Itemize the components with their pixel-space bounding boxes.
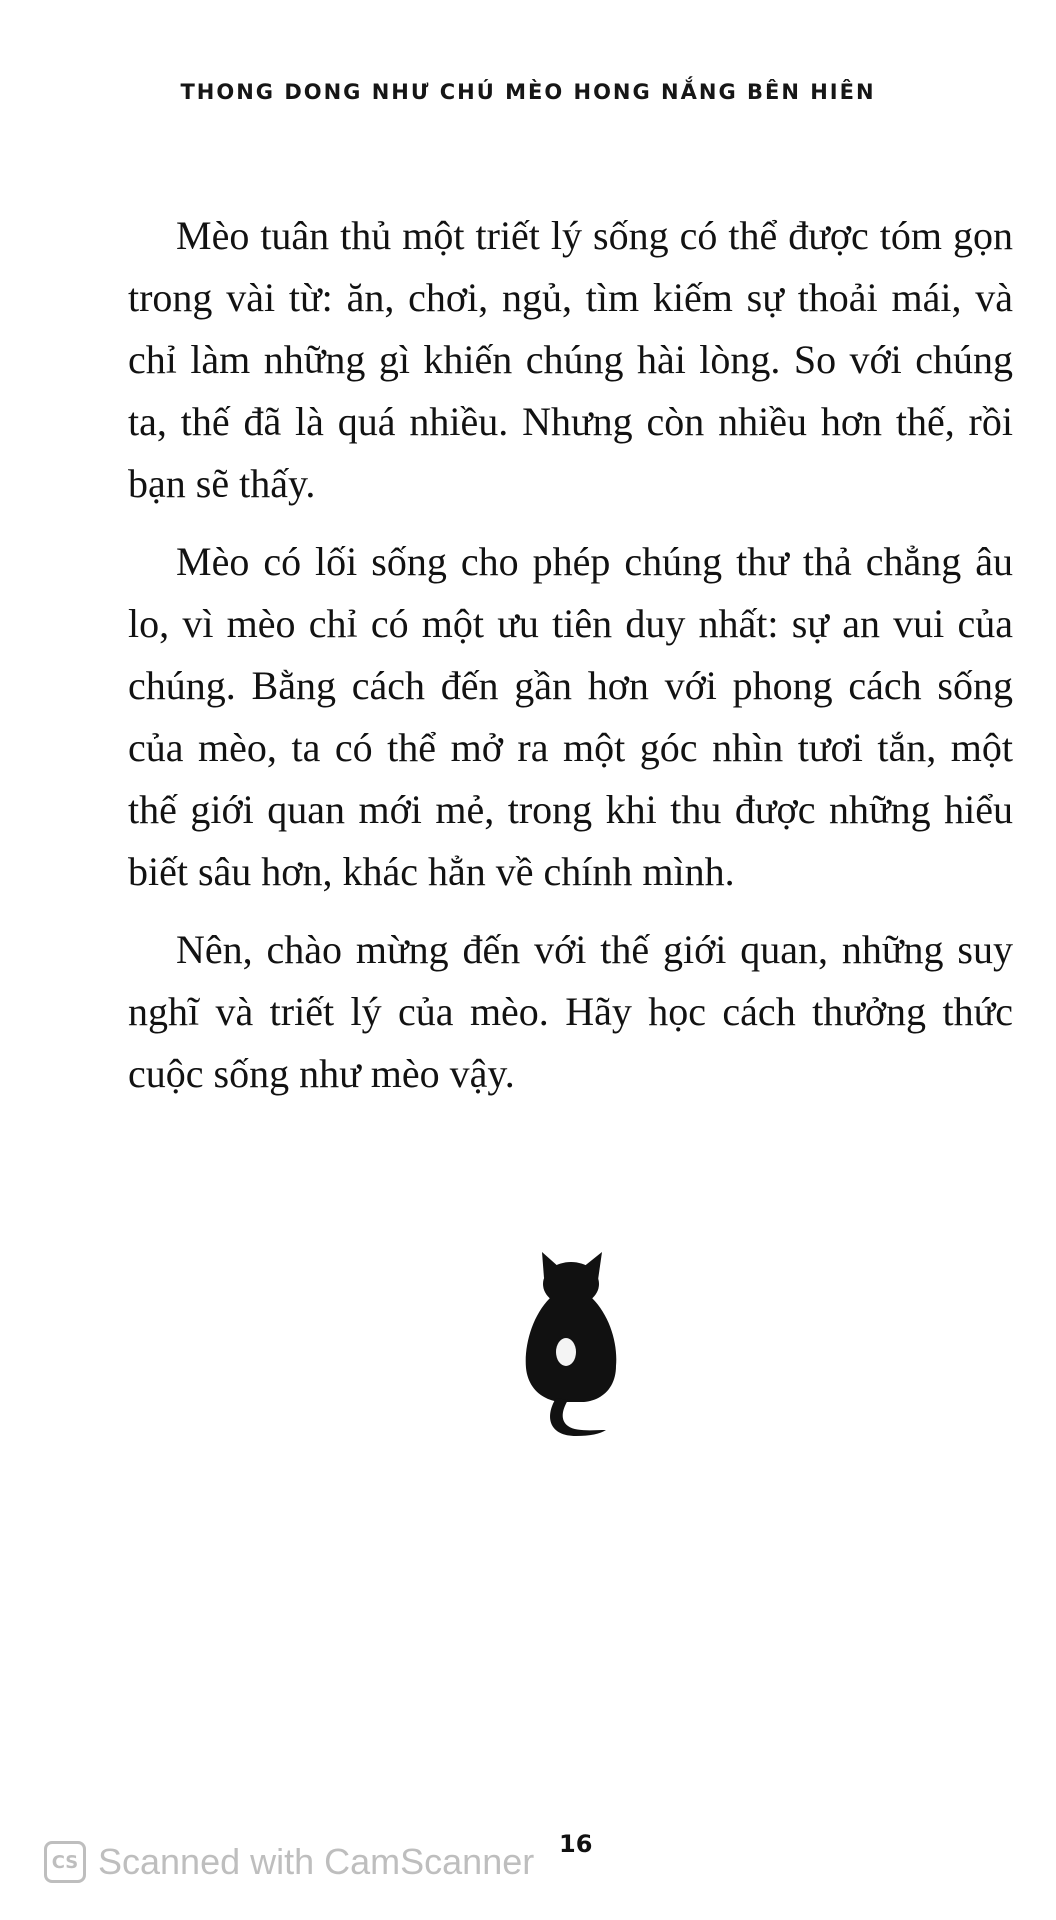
camscanner-logo-icon: CS xyxy=(44,1841,86,1883)
paragraph-1: Mèo tuân thủ một triết lý sống có thể được tóm gọn trong vài từ: ăn, chơi, ngủ, tìm kiếm sự thoải mái, và chỉ làm những gì khiến chúng hài lòng. So với chúng ta, thế đã là quá nhiều. Nhưng còn nhiều hơn thế, rồi bạn sẽ thấy. xyxy=(128,213,1013,506)
page-number: 16 xyxy=(559,1830,593,1858)
cat-patch xyxy=(556,1338,576,1366)
camscanner-watermark xyxy=(44,1838,534,1886)
watermark-text: Scanned with CamScanner xyxy=(98,1841,535,1882)
paragraph-3: Nên, chào mừng đến với thế giới quan, những suy nghĩ và triết lý của mèo. Hãy học cách thưởng thức cuộc sống như mèo vậy. xyxy=(128,927,1013,1096)
body-text xyxy=(128,205,1013,1121)
running-header: THONG DONG NHƯ CHÚ MÈO HONG NẮNG BÊN HIÊN xyxy=(180,80,876,104)
paragraph-2: Mèo có lối sống cho phép chúng thư thả chẳng âu lo, vì mèo chỉ có một ưu tiên duy nhất: sự an vui của chúng. Bằng cách đến gần hơn với phong cách sống của mèo, ta có thể mở ra một góc nhìn tươi tắn, một thế giới quan mới mẻ, trong khi thu được những hiểu biết sâu hơn, khác hẳn về chính mình. xyxy=(128,539,1013,894)
cat-tail xyxy=(550,1398,606,1436)
cat-silhouette-icon xyxy=(520,1250,630,1440)
